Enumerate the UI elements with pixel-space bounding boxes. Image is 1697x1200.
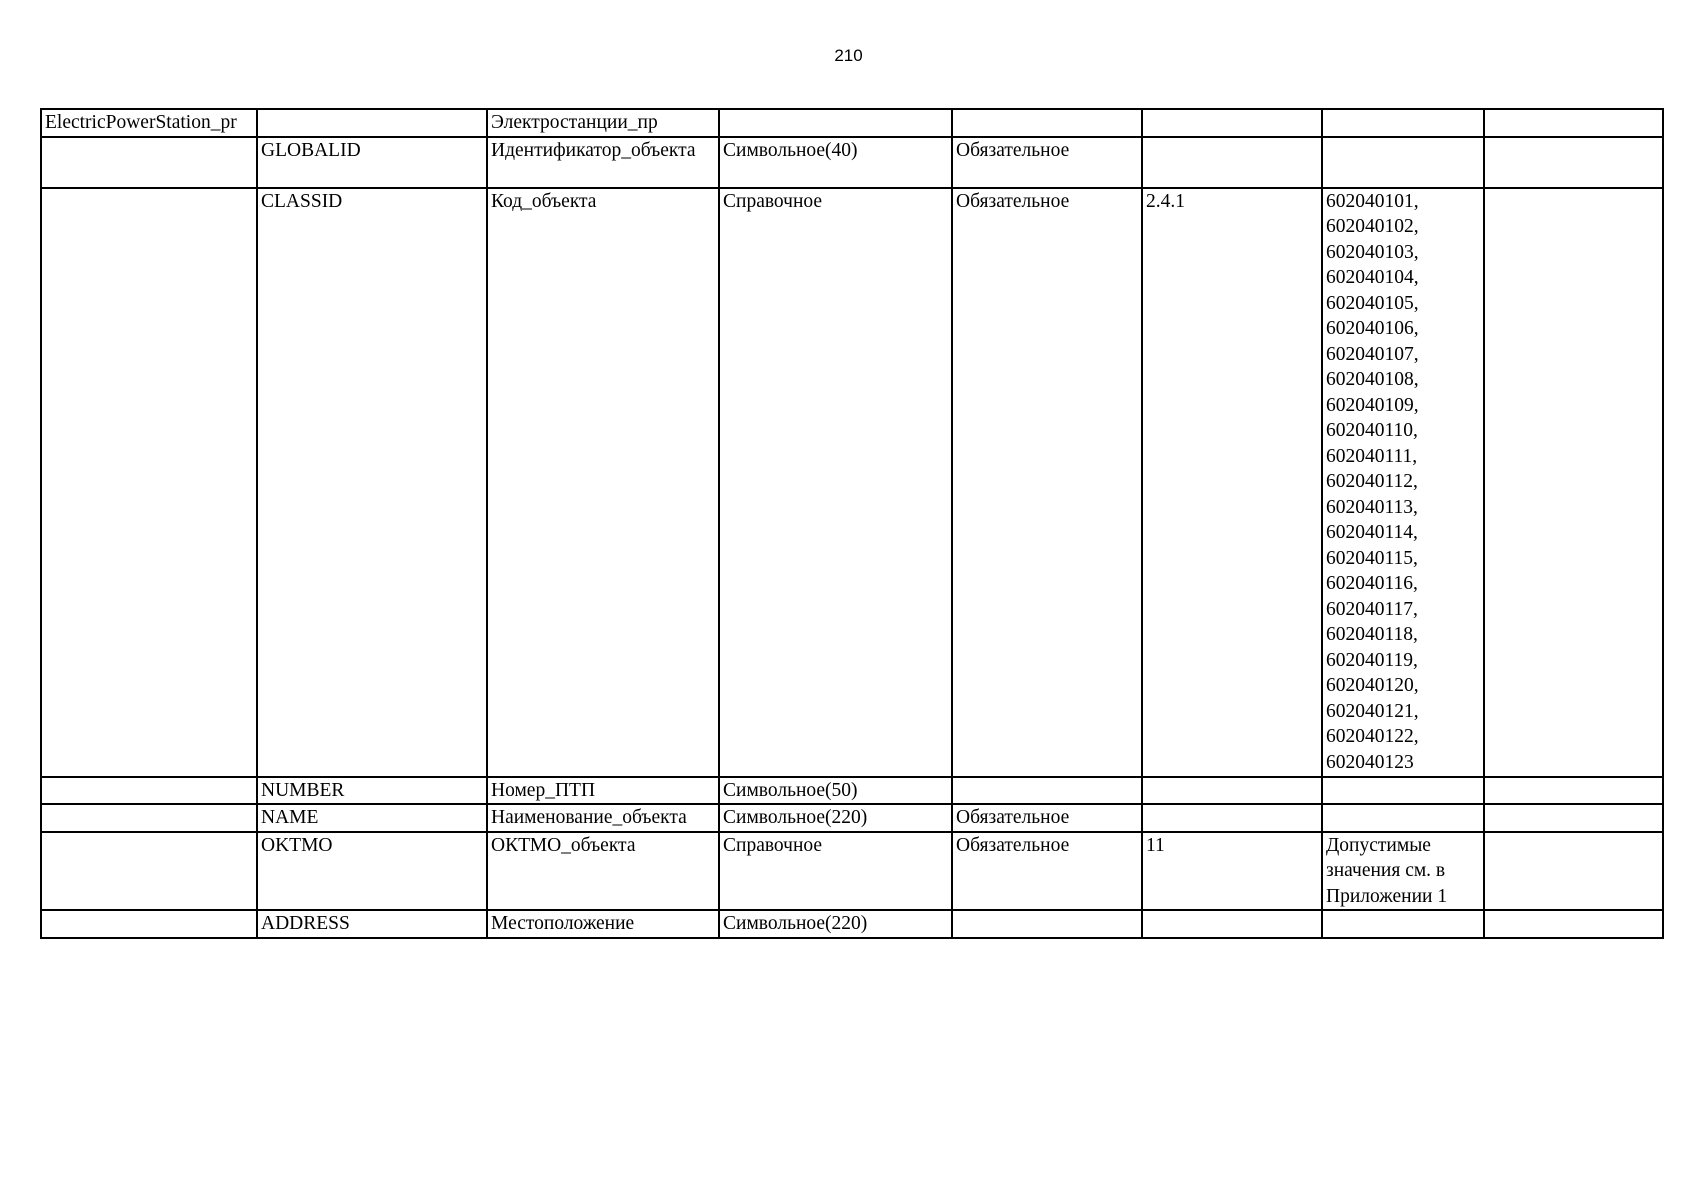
field-alias-cell: Наименование_объекта [487,804,719,832]
layer-name-cell [41,137,257,188]
cell-line: 602040123 [1326,751,1414,773]
reference-cell: 2.4.1 [1142,188,1322,777]
notes-cell [1484,777,1663,805]
field-name-cell [257,109,487,137]
cell-line: 602040107, [1326,343,1419,365]
cell-line: 602040109, [1326,394,1419,416]
layer-name-cell [41,777,257,805]
table-row [41,109,1663,137]
layer-name-cell [41,804,257,832]
cell-line: 602040122, [1326,726,1419,747]
notes-cell [1484,832,1663,911]
table-row [41,804,1663,832]
field-name-cell: NAME [257,804,487,832]
cell-line: 602040119, [1326,649,1418,671]
layer-name-cell [41,188,257,777]
cell-line: 602040110, [1326,420,1418,441]
field-alias-cell: Электростанции_пр [487,109,719,137]
cell-line: 602040114, [1326,522,1418,543]
reference-cell [1142,137,1322,188]
layer-name-cell: ElectricPowerStation_pr [41,109,257,137]
table-row [41,832,1663,911]
cell-line: 602040120, [1326,675,1419,696]
allowed-values-cell [1322,804,1484,832]
page-number: 210 [834,46,863,65]
table-row [41,137,1663,188]
reference-cell: 11 [1142,832,1322,911]
requirement-cell [952,777,1142,805]
table-row [41,910,1663,938]
cell-line: значения см. в [1326,860,1446,881]
reference-cell [1142,804,1322,832]
field-alias-cell: Номер_ПТП [487,777,719,805]
notes-cell [1484,137,1663,188]
field-alias-cell: Код_объекта [487,188,719,777]
cell-line: 602040108, [1326,369,1419,390]
cell-line: 602040101, [1326,190,1419,212]
allowed-values-cell [1322,109,1484,137]
requirement-cell: Обязательное [952,188,1142,777]
field-name-cell: NUMBER [257,777,487,805]
allowed-values-cell [1322,137,1484,188]
cell-line: 602040118, [1326,624,1418,645]
data-type-cell [719,109,952,137]
field-alias-cell: Идентификатор_объекта [487,137,719,188]
data-type-cell: Символьное(220) [719,910,952,938]
cell-line: Допустимые [1326,834,1431,856]
notes-cell [1484,910,1663,938]
cell-line: 602040102, [1326,216,1419,237]
cell-line: 602040121, [1326,700,1419,722]
cell-line: 602040105, [1326,292,1419,314]
data-type-cell: Справочное [719,832,952,911]
cell-line: 602040106, [1326,318,1419,339]
reference-cell [1142,910,1322,938]
table-row [41,777,1663,805]
requirement-cell [952,910,1142,938]
data-type-cell: Символьное(40) [719,137,952,188]
attribute-table [40,108,1664,939]
layer-name-cell [41,910,257,938]
cell-line: 602040116, [1326,573,1418,594]
field-name-cell: ADDRESS [257,910,487,938]
allowed-values-cell [1322,188,1484,777]
notes-cell [1484,109,1663,137]
requirement-cell: Обязательное [952,832,1142,911]
data-type-cell: Символьное(220) [719,804,952,832]
field-name-cell: CLASSID [257,188,487,777]
notes-cell [1484,188,1663,777]
allowed-values-cell [1322,777,1484,805]
cell-line: 602040117, [1326,598,1418,620]
cell-line: 602040111, [1326,445,1418,467]
cell-line: Приложении 1 [1326,885,1448,907]
reference-cell [1142,777,1322,805]
allowed-values-cell [1322,910,1484,938]
requirement-cell: Обязательное [952,137,1142,188]
table-body [41,109,1663,938]
reference-cell [1142,109,1322,137]
requirement-cell [952,109,1142,137]
cell-line: 602040112, [1326,471,1418,492]
field-name-cell: OKTMO [257,832,487,911]
requirement-cell: Обязательное [952,804,1142,832]
cell-line: 602040103, [1326,241,1419,263]
cell-line: 602040115, [1326,547,1418,569]
field-name-cell: GLOBALID [257,137,487,188]
field-alias-cell: ОКТМО_объекта [487,832,719,911]
table-row [41,188,1663,777]
allowed-values-cell [1322,832,1484,911]
data-type-cell: Справочное [719,188,952,777]
data-type-cell: Символьное(50) [719,777,952,805]
notes-cell [1484,804,1663,832]
layer-name-cell [41,832,257,911]
cell-line: 602040104, [1326,267,1419,288]
field-alias-cell: Местоположение [487,910,719,938]
cell-line: 602040113, [1326,496,1418,518]
